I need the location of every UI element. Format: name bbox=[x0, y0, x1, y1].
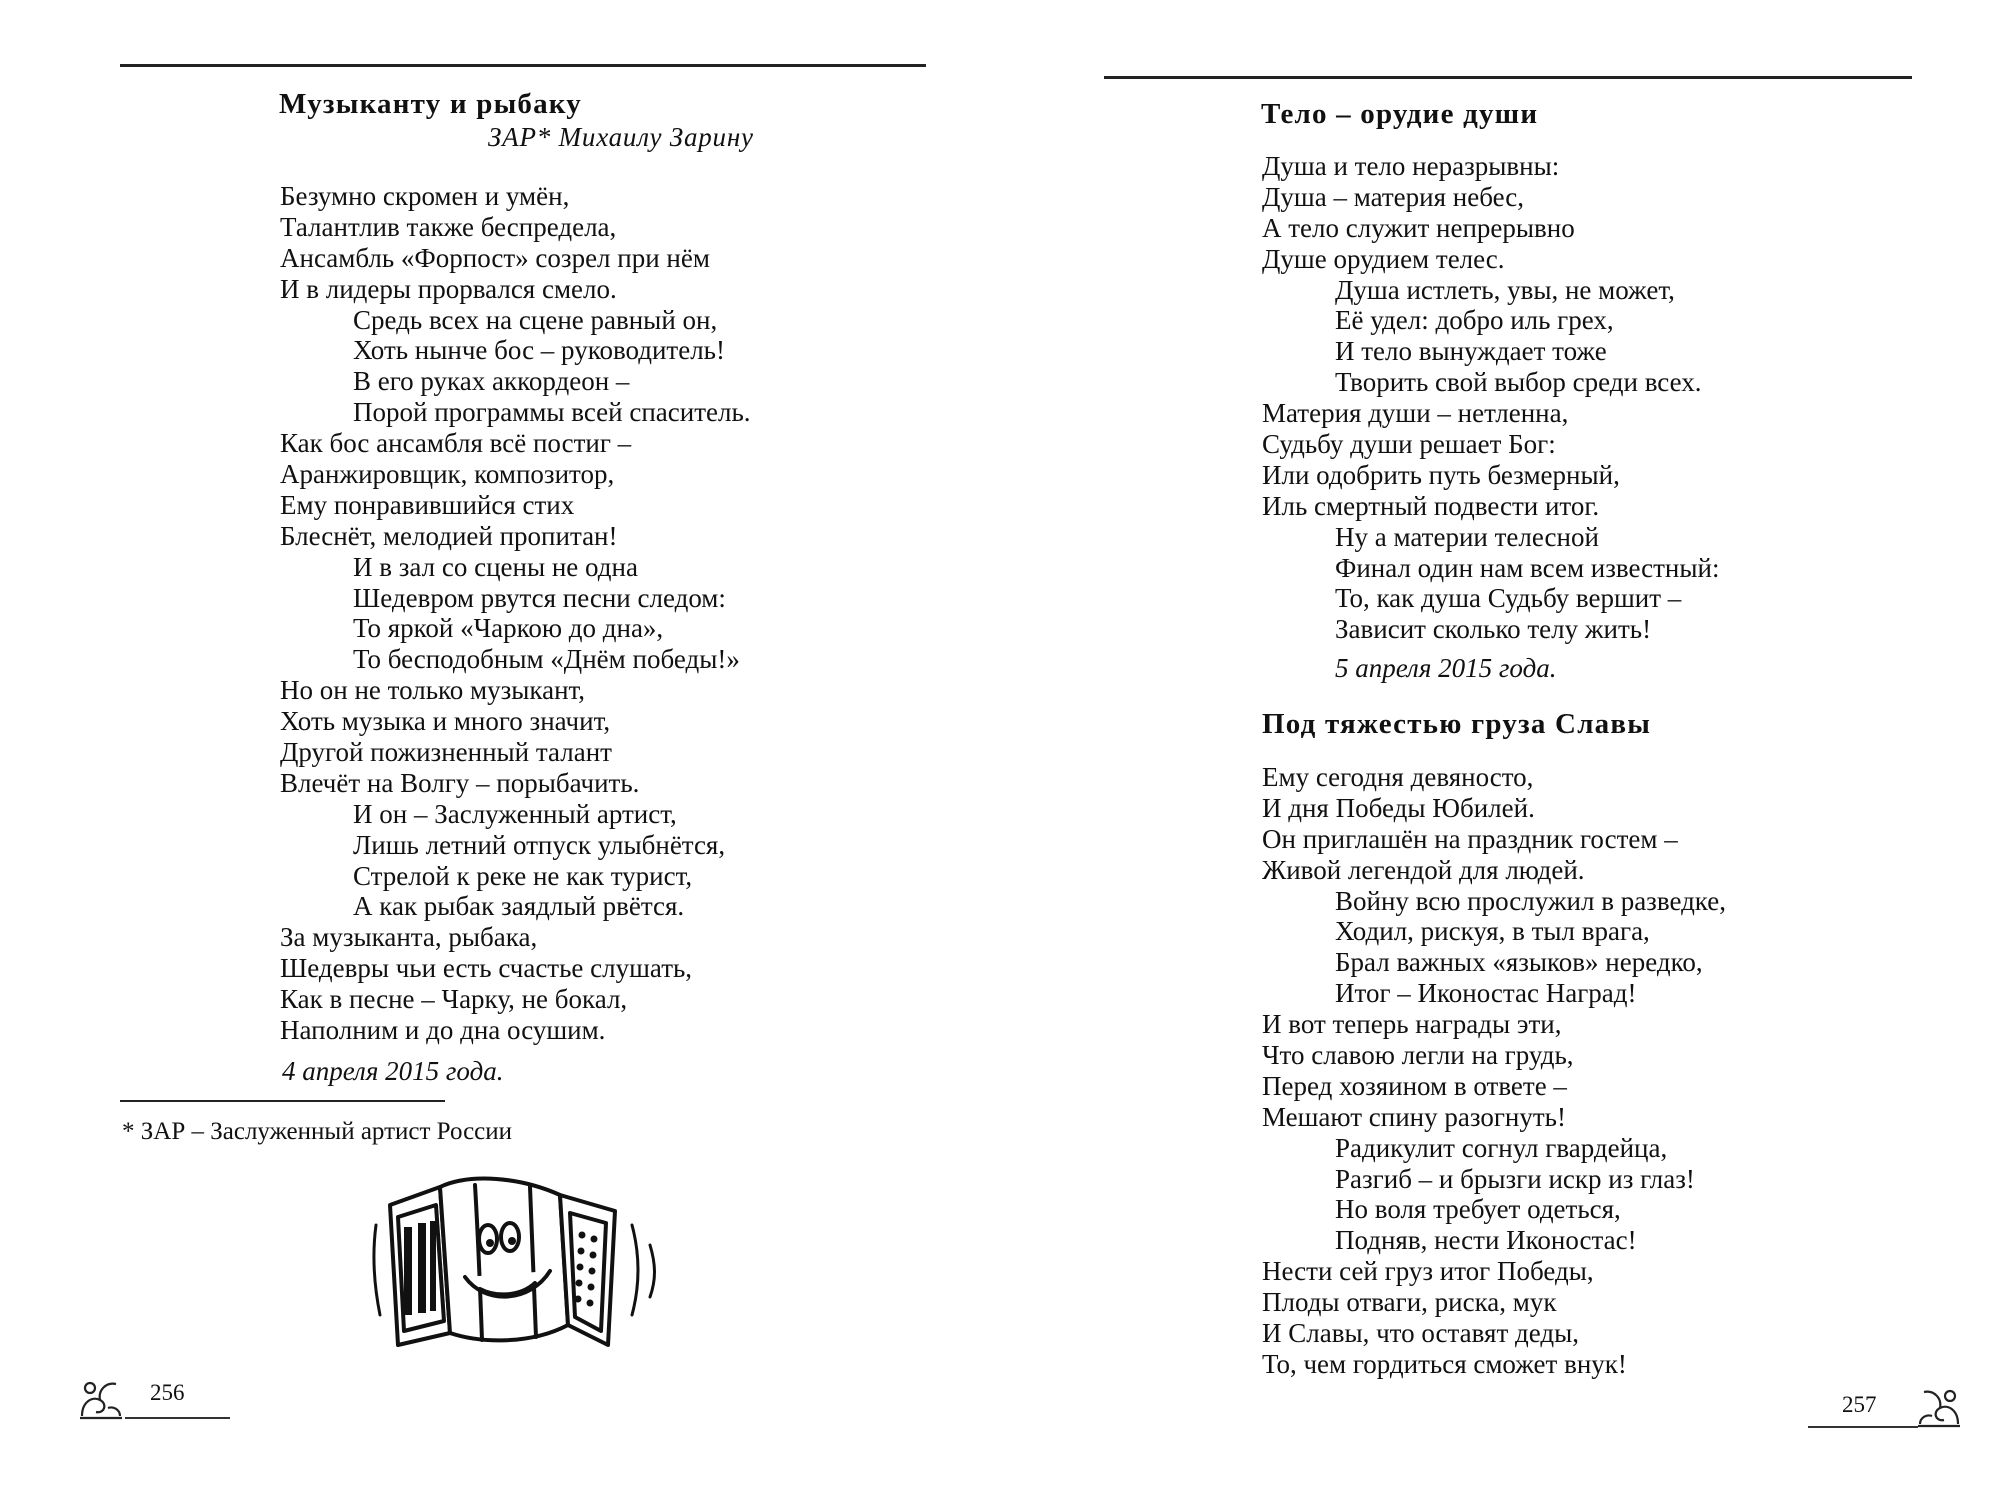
poem-line: В его руках аккордеон – bbox=[353, 366, 630, 397]
poem-line: Разгиб – и брызги искр из глаз! bbox=[1335, 1163, 1695, 1194]
poem-body bbox=[1262, 762, 1726, 1380]
poem-line: Влечёт на Волгу – порыбачить. bbox=[280, 767, 640, 798]
poem-line: Талантлив также беспредела, bbox=[280, 211, 617, 242]
poem-body bbox=[1262, 151, 1719, 645]
poem-line: Нести сей груз итог Победы, bbox=[1262, 1256, 1594, 1287]
poem-line: Иль смертный подвести итог. bbox=[1262, 490, 1600, 521]
poem-line: И Славы, что оставят деды, bbox=[1262, 1318, 1579, 1349]
header-rule bbox=[1104, 76, 1912, 79]
poem-line: Безумно скромен и умён, bbox=[280, 181, 570, 211]
poem-line: Ему сегодня девяносто, bbox=[1262, 762, 1534, 792]
poem-line: Материя души – нетленна, bbox=[1262, 398, 1569, 429]
page-number-rule bbox=[125, 1417, 230, 1419]
poem-line: То бесподобным «Днём победы!» bbox=[353, 644, 740, 675]
poem-line: Лишь летний отпуск улыбнётся, bbox=[353, 829, 726, 860]
poem-line: За музыканта, рыбака, bbox=[280, 922, 538, 953]
accordion-cartoon-icon bbox=[370, 1165, 670, 1355]
poem-line: Но он не только музыкант, bbox=[280, 675, 586, 706]
poem-line: Душе орудием телес. bbox=[1262, 243, 1505, 274]
poem-line: Финал один нам всем известный: bbox=[1335, 552, 1720, 583]
poem-dedication: ЗАР* Михаилу Зарину bbox=[488, 122, 754, 152]
poem-line: Шедевром рвутся песни следом: bbox=[353, 582, 726, 613]
poem-line: Брал важных «языков» нередко, bbox=[1335, 947, 1703, 978]
poem-line: То, чем гордиться сможет внук! bbox=[1262, 1348, 1627, 1379]
poem-line: И в лидеры прорвался смело. bbox=[280, 273, 617, 304]
poem-line: Ну а материи телесной bbox=[1335, 521, 1599, 552]
poem-line: Радикулит согнул гвардейца, bbox=[1335, 1132, 1668, 1163]
poem-title: Тело – орудие души bbox=[1261, 98, 1539, 130]
poem-title: Музыканту и рыбаку bbox=[279, 88, 583, 120]
poem-line: Или одобрить путь безмерный, bbox=[1262, 459, 1620, 490]
poem-line: Душа – материя небес, bbox=[1262, 181, 1524, 212]
poem-date: 5 апреля 2015 года. bbox=[1335, 653, 1557, 683]
right-page bbox=[1000, 0, 2000, 1487]
poem-line: И дня Победы Юбилей. bbox=[1262, 792, 1535, 823]
poem-title: Под тяжестью груза Славы bbox=[1262, 708, 1652, 740]
ornament-icon bbox=[78, 1378, 124, 1420]
page-number-rule bbox=[1808, 1426, 1918, 1428]
poem-line: Аранжировщик, композитор, bbox=[280, 459, 615, 490]
poem-line: Душа и тело неразрывны: bbox=[1262, 151, 1560, 181]
poem-line: Плоды отваги, риска, мук bbox=[1262, 1287, 1557, 1318]
poem-line: И в зал со сцены не одна bbox=[353, 551, 638, 582]
poem-line: Как в песне – Чарку, не бокал, bbox=[280, 984, 628, 1015]
poem-line: Творить свой выбор среди всех. bbox=[1335, 367, 1702, 398]
poem-line: Средь всех на сцене равный он, bbox=[353, 304, 718, 335]
poem-line: Порой программы всей спаситель. bbox=[353, 397, 751, 428]
footnote: * ЗАР – Заслуженный артист России bbox=[122, 1118, 513, 1145]
poem-line: И тело вынуждает тоже bbox=[1335, 336, 1607, 367]
poem-line: Наполним и до дна осушим. bbox=[280, 1015, 606, 1046]
page-number: 256 bbox=[150, 1380, 185, 1405]
poem-line: А как рыбак заядлый рвётся. bbox=[353, 891, 685, 922]
footnote-rule bbox=[120, 1100, 445, 1102]
poem-line: Зависит сколько телу жить! bbox=[1335, 614, 1652, 645]
poem-line: А тело служит непрерывно bbox=[1262, 212, 1575, 243]
poem-line: Хоть музыка и много значит, bbox=[280, 706, 611, 737]
poem-line: Блеснёт, мелодией пропитан! bbox=[280, 520, 618, 551]
poem-line: Он приглашён на праздник гостем – bbox=[1262, 823, 1678, 854]
poem-line: И вот теперь награды эти, bbox=[1262, 1009, 1562, 1040]
poem-line: Перед хозяином в ответе – bbox=[1262, 1070, 1567, 1101]
poem-line: То, как душа Судьбу вершит – bbox=[1335, 583, 1682, 614]
poem-line: Стрелой к реке не как турист, bbox=[353, 860, 693, 891]
poem-line: Мешают спину разогнуть! bbox=[1262, 1101, 1566, 1132]
header-rule bbox=[120, 64, 926, 67]
page-number: 257 bbox=[1842, 1392, 1877, 1417]
poem-line: Ему понравившийся стих bbox=[280, 489, 575, 520]
poem-line: Подняв, нести Иконостас! bbox=[1335, 1225, 1637, 1256]
poem-date: 4 апреля 2015 года. bbox=[282, 1056, 504, 1086]
poem-line: Ходил, рискуя, в тыл врага, bbox=[1335, 916, 1650, 947]
poem-line: Итог – Иконостас Наград! bbox=[1335, 978, 1637, 1009]
poem-body bbox=[280, 181, 751, 1046]
poem-line: Судьбу души решает Бог: bbox=[1262, 429, 1556, 460]
poem-line: Войну всю прослужил в разведке, bbox=[1335, 885, 1726, 916]
poem-line: Живой легендой для людей. bbox=[1262, 854, 1585, 885]
poem-line: Ансамбль «Форпост» созрел при нём bbox=[280, 242, 710, 273]
poem-line: Шедевры чьи есть счастье слушать, bbox=[280, 953, 693, 984]
poem-line: Что славою легли на грудь, bbox=[1262, 1040, 1574, 1071]
poem-line: То яркой «Чаркою до дна», bbox=[353, 613, 664, 644]
ornament-icon bbox=[1916, 1386, 1962, 1428]
poem-line: Хоть нынче бос – руководитель! bbox=[353, 335, 725, 366]
poem-line: Как бос ансамбля всё постиг – bbox=[280, 428, 632, 459]
poem-line: Другой пожизненный талант bbox=[280, 737, 612, 768]
poem-line: Душа истлеть, увы, не может, bbox=[1335, 274, 1675, 305]
poem-line: Её удел: добро иль грех, bbox=[1335, 305, 1614, 336]
poem-line: И он – Заслуженный артист, bbox=[353, 798, 677, 829]
poem-line: Но воля требует одеться, bbox=[1335, 1194, 1621, 1225]
